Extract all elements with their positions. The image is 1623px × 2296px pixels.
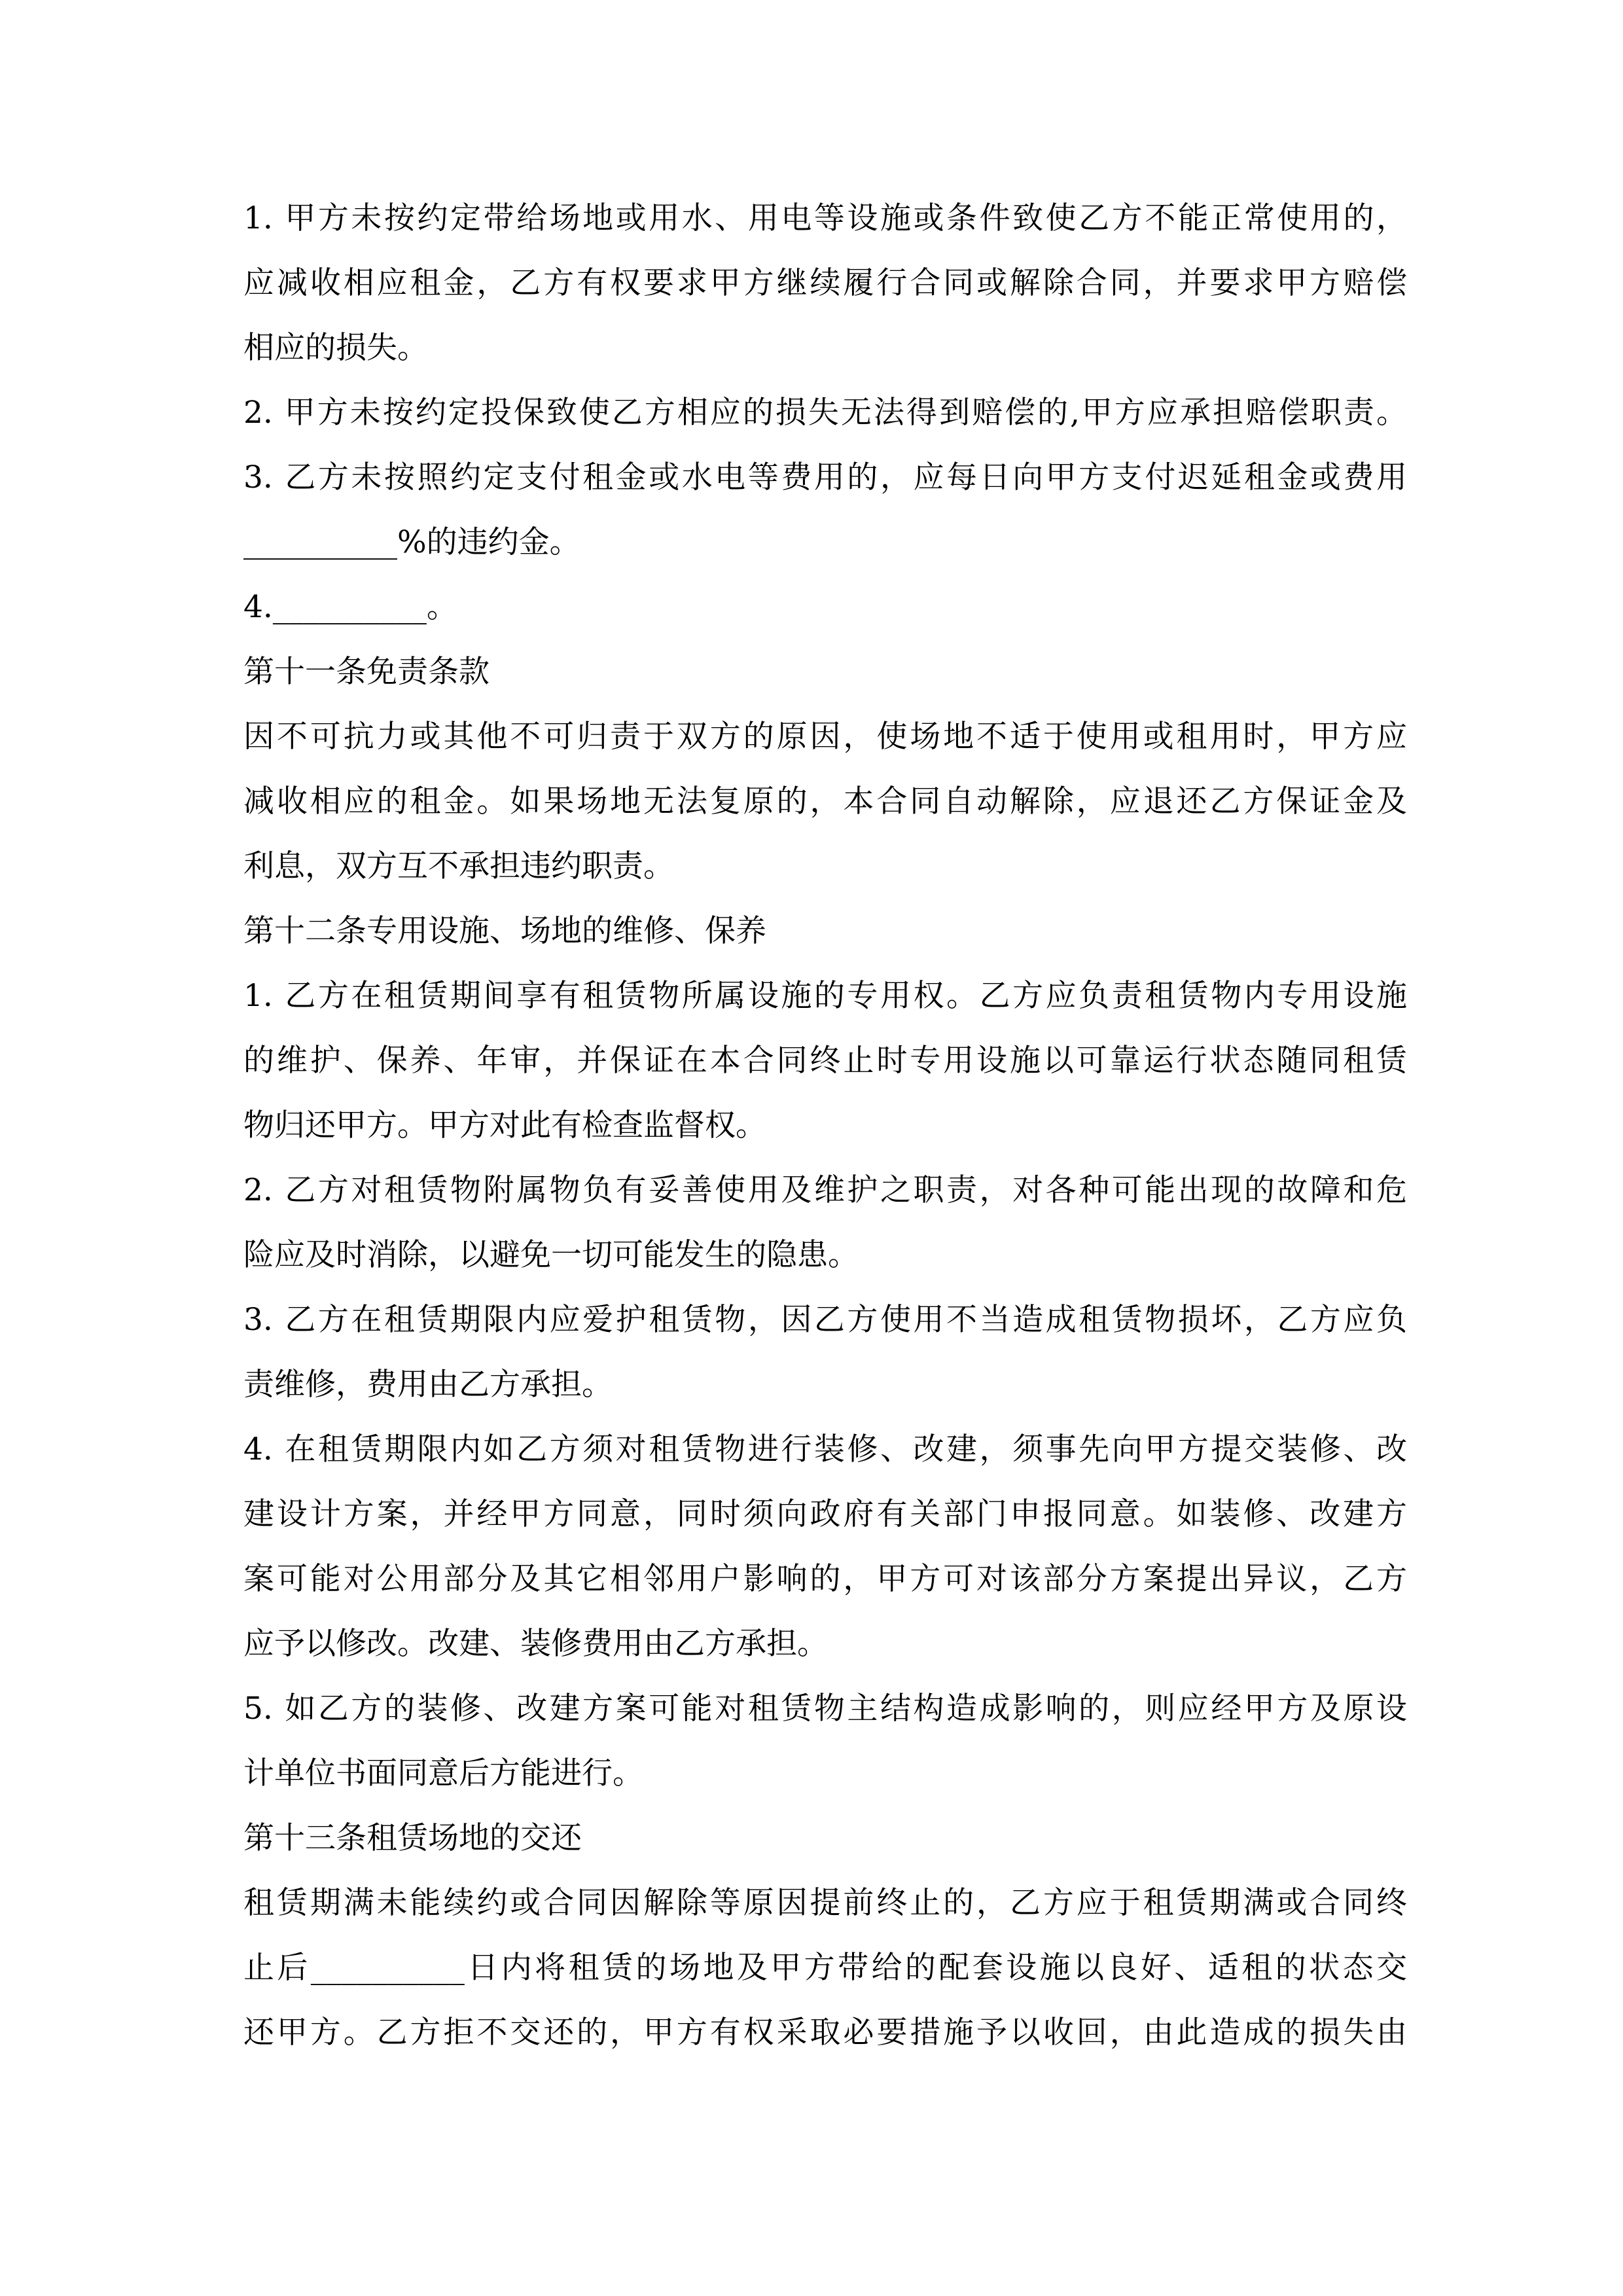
text-line-blank-field: __________%的违约金。 bbox=[243, 524, 580, 560]
text-line: 因不可抗力或其他不可归责于双方的原因，使场地不适于使用或租用时，甲方应 bbox=[243, 719, 1407, 755]
text-line: 4. 在租赁期限内如乙方须对租赁物进行装修、改建，须事先向甲方提交装修、改 bbox=[243, 1431, 1407, 1467]
text-line: 物归还甲方。甲方对此有检查监督权。 bbox=[243, 1107, 766, 1143]
text-line: 利息，双方互不承担违约职责。 bbox=[243, 848, 674, 884]
text-line: 3. 乙方在租赁期限内应爱护租赁物，因乙方使用不当造成租赁物损坏，乙方应负 bbox=[243, 1302, 1407, 1338]
clause-heading-13: 第十三条租赁场地的交还 bbox=[243, 1820, 582, 1856]
text-line: 相应的损失。 bbox=[243, 330, 428, 366]
text-line: 责维修，费用由乙方承担。 bbox=[243, 1367, 613, 1403]
text-line: 租赁期满未能续约或合同因解除等原因提前终止的，乙方应于租赁期满或合同终 bbox=[243, 1885, 1407, 1921]
text-line: 1. 甲方未按约定带给场地或用水、用电等设施或条件致使乙方不能正常使用的， bbox=[243, 200, 1407, 236]
text-line: 5. 如乙方的装修、改建方案可能对租赁物主结构造成影响的，则应经甲方及原设 bbox=[243, 1691, 1407, 1727]
text-line: 计单位书面同意后方能进行。 bbox=[243, 1755, 643, 1791]
clause-heading-11: 第十一条免责条款 bbox=[243, 654, 490, 690]
text-line: 2. 甲方未按约定投保致使乙方相应的损失无法得到赔偿的,甲方应承担赔偿职责。 bbox=[243, 395, 1407, 431]
text-line: 应减收相应租金，乙方有权要求甲方继续履行合同或解除合同，并要求甲方赔偿 bbox=[243, 265, 1407, 301]
text-line: 减收相应的租金。如果场地无法复原的，本合同自动解除，应退还乙方保证金及 bbox=[243, 783, 1407, 819]
contract-text-block bbox=[243, 186, 1407, 2065]
text-line: 3. 乙方未按照约定支付租金或水电等费用的，应每日向甲方支付迟延租金或费用 bbox=[243, 459, 1407, 495]
text-line-blank-field: 4.__________。 bbox=[243, 589, 457, 625]
text-line-blank-field: 止后__________日内将租赁的场地及甲方带给的配套设施以良好、适租的状态交 bbox=[243, 1950, 1407, 1986]
text-line: 案可能对公用部分及其它相邻用户影响的，甲方可对该部分方案提出异议，乙方 bbox=[243, 1561, 1407, 1597]
text-line: 的维护、保养、年审，并保证在本合同终止时专用设施以可靠运行状态随同租赁 bbox=[243, 1043, 1407, 1079]
text-line: 1. 乙方在租赁期间享有租赁物所属设施的专用权。乙方应负责租赁物内专用设施 bbox=[243, 978, 1407, 1014]
text-line: 2. 乙方对租赁物附属物负有妥善使用及维护之职责，对各种可能出现的故障和危 bbox=[243, 1172, 1407, 1208]
text-line: 应予以修改。改建、装修费用由乙方承担。 bbox=[243, 1626, 828, 1662]
clause-heading-12: 第十二条专用设施、场地的维修、保养 bbox=[243, 913, 766, 949]
text-line: 险应及时消除，以避免一切可能发生的隐患。 bbox=[243, 1237, 859, 1273]
text-line: 还甲方。乙方拒不交还的，甲方有权采取必要措施予以收回，由此造成的损失由 bbox=[243, 2015, 1407, 2051]
text-line: 建设计方案，并经甲方同意，同时须向政府有关部门申报同意。如装修、改建方 bbox=[243, 1496, 1407, 1532]
